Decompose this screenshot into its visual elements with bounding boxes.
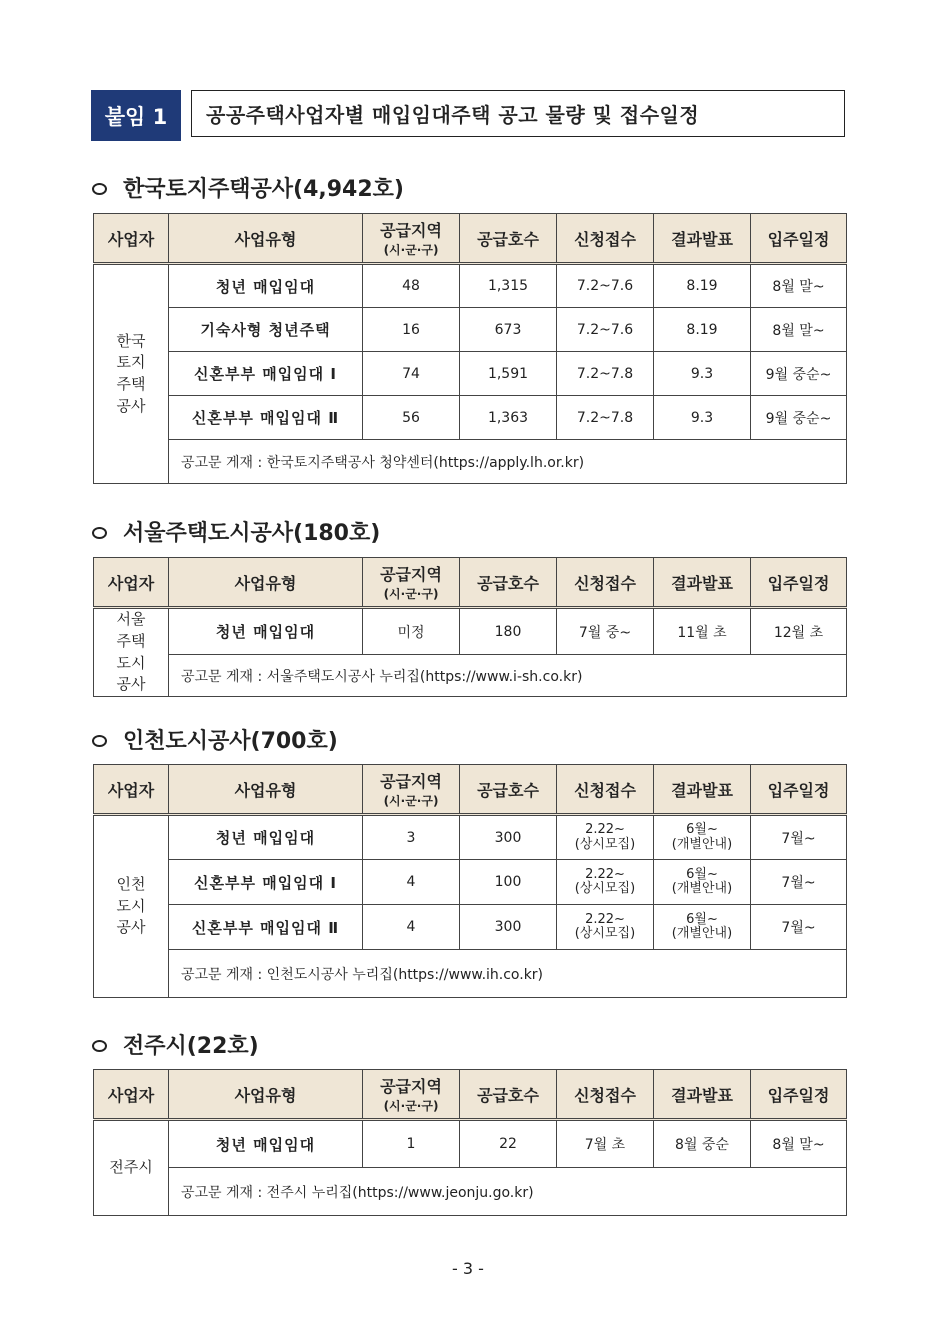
agent-cell (94, 608, 169, 697)
table-row (94, 396, 847, 440)
type-cell: 신혼부부 매입임대 Ⅰ (169, 860, 363, 905)
agent-name: 서울 주택 도시 공사 (116, 610, 146, 694)
units-cell: 1,315 (460, 264, 557, 308)
header-apply: 신청접수 (557, 558, 654, 608)
header-apply: 신청접수 (557, 1070, 654, 1120)
region-cell: 56 (363, 396, 460, 440)
page-title: 공공주택사업자별 매입임대주택 공고 물량 및 접수일정 (191, 90, 845, 137)
type-cell: 청년 매입임대 (169, 1120, 363, 1168)
type-cell: 신혼부부 매입임대 Ⅱ (169, 905, 363, 950)
region-cell: 1 (363, 1120, 460, 1168)
move-cell: 9월 중순~ (751, 352, 847, 396)
section-heading (92, 172, 404, 203)
type-cell: 청년 매입임대 (169, 815, 363, 860)
move-cell: 9월 중순~ (751, 396, 847, 440)
result-cell: 6월~ (개별안내) (654, 905, 751, 950)
header-region (363, 1070, 460, 1120)
notice-link-note: 공고문 게재 : 전주시 누리집(https://www.jeonju.go.kr) (169, 1168, 847, 1216)
table-row (94, 905, 847, 950)
table-header-row (94, 558, 847, 608)
apply-cell: 7.2~7.8 (557, 396, 654, 440)
apply-cell: 2.22~ (상시모집) (557, 860, 654, 905)
header-move: 입주일정 (751, 558, 847, 608)
move-cell: 7월~ (751, 905, 847, 950)
note-row (94, 1168, 847, 1216)
move-cell: 8월 말~ (751, 308, 847, 352)
header-region (363, 214, 460, 264)
page-number: - 3 - (452, 1259, 484, 1278)
header-move: 입주일정 (751, 214, 847, 264)
table-row (94, 860, 847, 905)
agent-name: 전주시 (109, 1158, 153, 1177)
move-cell: 7월~ (751, 815, 847, 860)
agent-cell (94, 1120, 169, 1216)
header-type: 사업유형 (169, 214, 363, 264)
section-heading (92, 1029, 259, 1060)
apply-cell: 7.2~7.6 (557, 264, 654, 308)
type-cell: 청년 매입임대 (169, 264, 363, 308)
table-header-row (94, 765, 847, 815)
schedule-table (93, 1069, 847, 1216)
header-units: 공급호수 (460, 765, 557, 815)
header-units: 공급호수 (460, 214, 557, 264)
move-cell: 7월~ (751, 860, 847, 905)
header-result: 결과발표 (654, 214, 751, 264)
table-header-row (94, 1070, 847, 1120)
units-cell: 300 (460, 905, 557, 950)
note-row (94, 950, 847, 998)
notice-link-note: 공고문 게재 : 인천도시공사 누리집(https://www.ih.co.kr) (169, 950, 847, 998)
agent-cell (94, 264, 169, 484)
section-heading-text: 인천도시공사(700호) (123, 729, 338, 754)
units-cell: 1,591 (460, 352, 557, 396)
header-type: 사업유형 (169, 1070, 363, 1120)
schedule-table (93, 764, 847, 998)
region-cell: 48 (363, 264, 460, 308)
apply-cell: 7.2~7.6 (557, 308, 654, 352)
schedule-table (93, 557, 847, 697)
header-region (363, 765, 460, 815)
apply-cell: 7월 초 (557, 1120, 654, 1168)
header-type: 사업유형 (169, 765, 363, 815)
result-cell: 8월 중순 (654, 1120, 751, 1168)
type-cell: 기숙사형 청년주택 (169, 308, 363, 352)
attachment-badge: 붙임 1 (91, 90, 181, 141)
units-cell: 673 (460, 308, 557, 352)
result-cell: 6월~ (개별안내) (654, 860, 751, 905)
header-region-label: 공급지역 (380, 1077, 442, 1096)
header-units: 공급호수 (460, 558, 557, 608)
region-cell: 4 (363, 905, 460, 950)
circle-bullet-icon (92, 735, 107, 747)
note-row (94, 655, 847, 697)
region-cell: 74 (363, 352, 460, 396)
units-cell: 22 (460, 1120, 557, 1168)
header-region-label: 공급지역 (380, 221, 442, 240)
header-region-sub: (시·군·구) (383, 794, 439, 808)
move-cell: 8월 말~ (751, 1120, 847, 1168)
move-cell: 12월 초 (751, 608, 847, 655)
header-agent: 사업자 (94, 765, 169, 815)
header-result: 결과발표 (654, 1070, 751, 1120)
header-type: 사업유형 (169, 558, 363, 608)
notice-link-note: 공고문 게재 : 서울주택도시공사 누리집(https://www.i-sh.co.kr) (169, 655, 847, 697)
table-row (94, 1120, 847, 1168)
apply-cell: 2.22~ (상시모집) (557, 905, 654, 950)
header-move: 입주일정 (751, 1070, 847, 1120)
result-cell: 9.3 (654, 396, 751, 440)
section-heading (92, 516, 380, 547)
units-cell: 300 (460, 815, 557, 860)
result-cell: 11월 초 (654, 608, 751, 655)
result-cell: 8.19 (654, 264, 751, 308)
region-cell: 16 (363, 308, 460, 352)
header-region-sub: (시·군·구) (383, 243, 439, 257)
table-row (94, 815, 847, 860)
header-agent: 사업자 (94, 1070, 169, 1120)
result-cell: 8.19 (654, 308, 751, 352)
apply-cell: 7월 중~ (557, 608, 654, 655)
section-heading-text: 한국토지주택공사(4,942호) (123, 177, 404, 202)
header-agent: 사업자 (94, 558, 169, 608)
type-cell: 신혼부부 매입임대 Ⅰ (169, 352, 363, 396)
header-result: 결과발표 (654, 765, 751, 815)
agent-cell (94, 815, 169, 998)
apply-cell: 2.22~ (상시모집) (557, 815, 654, 860)
schedule-table (93, 213, 847, 484)
table-row (94, 264, 847, 308)
units-cell: 100 (460, 860, 557, 905)
header-apply: 신청접수 (557, 214, 654, 264)
circle-bullet-icon (92, 183, 107, 195)
header-region-label: 공급지역 (380, 565, 442, 584)
header-agent: 사업자 (94, 214, 169, 264)
region-cell: 미정 (363, 608, 460, 655)
notice-link-note: 공고문 게재 : 한국토지주택공사 청약센터(https://apply.lh.or.kr) (169, 440, 847, 484)
region-cell: 4 (363, 860, 460, 905)
header-region-sub: (시·군·구) (383, 587, 439, 601)
move-cell: 8월 말~ (751, 264, 847, 308)
result-cell: 9.3 (654, 352, 751, 396)
table-header-row (94, 214, 847, 264)
region-cell: 3 (363, 815, 460, 860)
apply-cell: 7.2~7.8 (557, 352, 654, 396)
header-region-sub: (시·군·구) (383, 1099, 439, 1113)
table-row (94, 608, 847, 655)
header-apply: 신청접수 (557, 765, 654, 815)
table-row (94, 308, 847, 352)
result-cell: 6월~ (개별안내) (654, 815, 751, 860)
header-move: 입주일정 (751, 765, 847, 815)
section-heading-text: 전주시(22호) (123, 1034, 259, 1059)
type-cell: 신혼부부 매입임대 Ⅱ (169, 396, 363, 440)
section-heading-text: 서울주택도시공사(180호) (123, 521, 381, 546)
header-units: 공급호수 (460, 1070, 557, 1120)
table-row (94, 352, 847, 396)
circle-bullet-icon (92, 1040, 107, 1052)
header-region (363, 558, 460, 608)
circle-bullet-icon (92, 527, 107, 539)
header-region-label: 공급지역 (380, 772, 442, 791)
agent-name: 인천 도시 공사 (116, 874, 146, 937)
agent-name: 한국 토지 주택 공사 (116, 331, 146, 415)
header-result: 결과발표 (654, 558, 751, 608)
type-cell: 청년 매입임대 (169, 608, 363, 655)
units-cell: 180 (460, 608, 557, 655)
note-row (94, 440, 847, 484)
section-heading (92, 724, 338, 755)
page-title-bar (91, 90, 845, 139)
units-cell: 1,363 (460, 396, 557, 440)
